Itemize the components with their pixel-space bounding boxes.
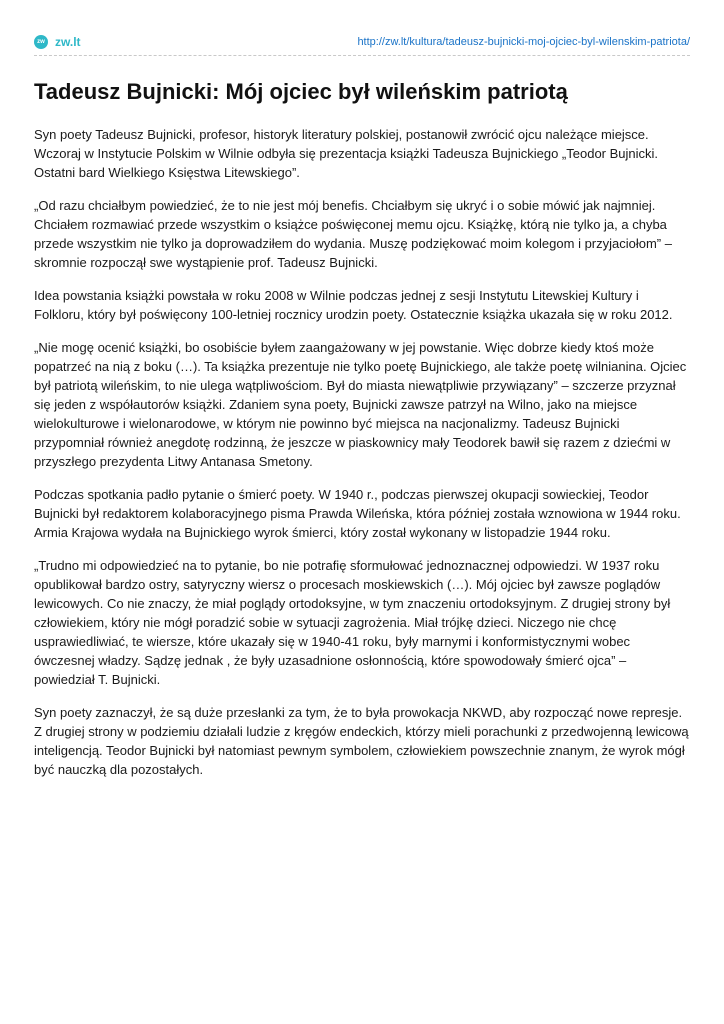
header-divider xyxy=(34,55,690,56)
article-paragraph: Podczas spotkania padło pytanie o śmierć poety. W 1940 r., podczas pierwszej okupacji sowieckiej, Teodor Bujnicki był redaktorem kolaboracyjnego pisma Prawda Wileńska, która później została wznowiona w 1944 roku. Armia Krajowa wydała na Bujnickiego wyrok śmierci, który został wykonany w listopadzie 1944 roku. xyxy=(34,487,681,540)
article-paragraph: Syn poety zaznaczył, że są duże przesłanki za tym, że to była prowokacja NKWD, aby rozpocząć nowe represje. Z drugiej strony w podziemiu działali ludzie z kręgów endeckich, którzy mieli porachunki z przedwojenną lewicową inteligencją. Teodor Bujnicki był natomiast pewnym symbolem, człowiekiem powszechnie znanym, że wyrok mógł być nauczką dla pozostałych. xyxy=(34,705,689,777)
article-body xyxy=(34,125,690,793)
source-url-link[interactable]: http://zw.lt/kultura/tadeusz-bujnicki-moj-ojciec-byl-wilenskim-patriota/ xyxy=(357,36,690,48)
article-paragraph: „Trudno mi odpowiedzieć na to pytanie, bo nie potrafię sformułować jednoznacznej odpowiedzi. W 1937 roku opublikował bardzo ostry, satyryczny wiersz o procesach moskiewskich (…). Mój ojciec był zawsze poglądów lewicowych. Co nie znaczy, że miał poglądy ortodoksyjne, w tym znaczeniu ortodoksyjnym. Z drugiej strony był człowiekiem, który nie mógł poradzić sobie w sytuacji zagrożenia. Miał trójkę dzieci. Niczego nie chcę usprawiedliwiać, te wiersze, które ukazały się w 1940-41 roku, były marnymi i konformistycznymi wobec ówczesnej władzy. Sądzę jednak , że były uzasadnione osłonnością, które spowodowały śmierć ojca” – powiedział T. Bujnicki. xyxy=(34,558,671,687)
article-paragraph: „Nie mogę ocenić książki, bo osobiście byłem zaangażowany w jej powstanie. Więc dobrze kiedy ktoś może popatrzeć na nią z boku (…). Ta książka prezentuje nie tylko poetę Bujnickiego, ale także poetę wilnianina. Ojciec był patriotą wileńskim, to nie ulega wątpliwościom. Był do miasta niewątpliwie przywiązany” – szczerze przyznał się jeden z współautorów książki. Zdaniem syna poety, Bujnicki zawsze patrzył na Wilno, jako na miejsce wielokulturowe i wielonarodowe, w którym nie powinno być miejsca na nacjonalizmy. Tadeusz Bujnicki przypomniał również anegdotę rodzinną, że jeszcze w piaskownicy mały Teodorek bawił się razem z dziećmi w przyszłego prezydenta Litwy Antanasa Smetony. xyxy=(34,340,687,469)
site-brand[interactable] xyxy=(34,35,81,49)
site-logo-icon: zw xyxy=(34,35,48,49)
site-name[interactable]: zw.lt xyxy=(55,35,81,49)
article-paragraph: Syn poety Tadeusz Bujnicki, profesor, historyk literatury polskiej, postanowił zwrócić ojcu należące miejsce. Wczoraj w Instytucie Polskim w Wilnie odbyła się prezentacja książki Tadeusza Bujnickiego „Teodor Bujnicki. Ostatni bard Wielkiego Księstwa Litewskiego”. xyxy=(34,127,659,180)
article-paragraph: „Od razu chciałbym powiedzieć, że to nie jest mój benefis. Chciałbym się ukryć i o sobie mówić jak najmniej. Chciałem rozmawiać przede wszystkim o książce poświęconej memu ojcu. Książkę, którą nie tylko ja, a chyba przede wszystkim nie tylko ja doprowadziłem do wydania. Muszę podziękować moim kolegom i przyjaciołom” – skromnie rozpoczął swe wystąpienie prof. Tadeusz Bujnicki. xyxy=(34,198,672,270)
article-title: Tadeusz Bujnicki: Mój ojciec był wileńskim patriotą xyxy=(34,79,568,104)
page-header xyxy=(34,30,690,54)
article-paragraph: Idea powstania książki powstała w roku 2008 w Wilnie podczas jednej z sesji Instytutu Litewskiej Kultury i Folkloru, który był poświęcony 100-letniej rocznicy urodzin poety. Ostatecznie książka ukazała się w roku 2012. xyxy=(34,288,673,322)
